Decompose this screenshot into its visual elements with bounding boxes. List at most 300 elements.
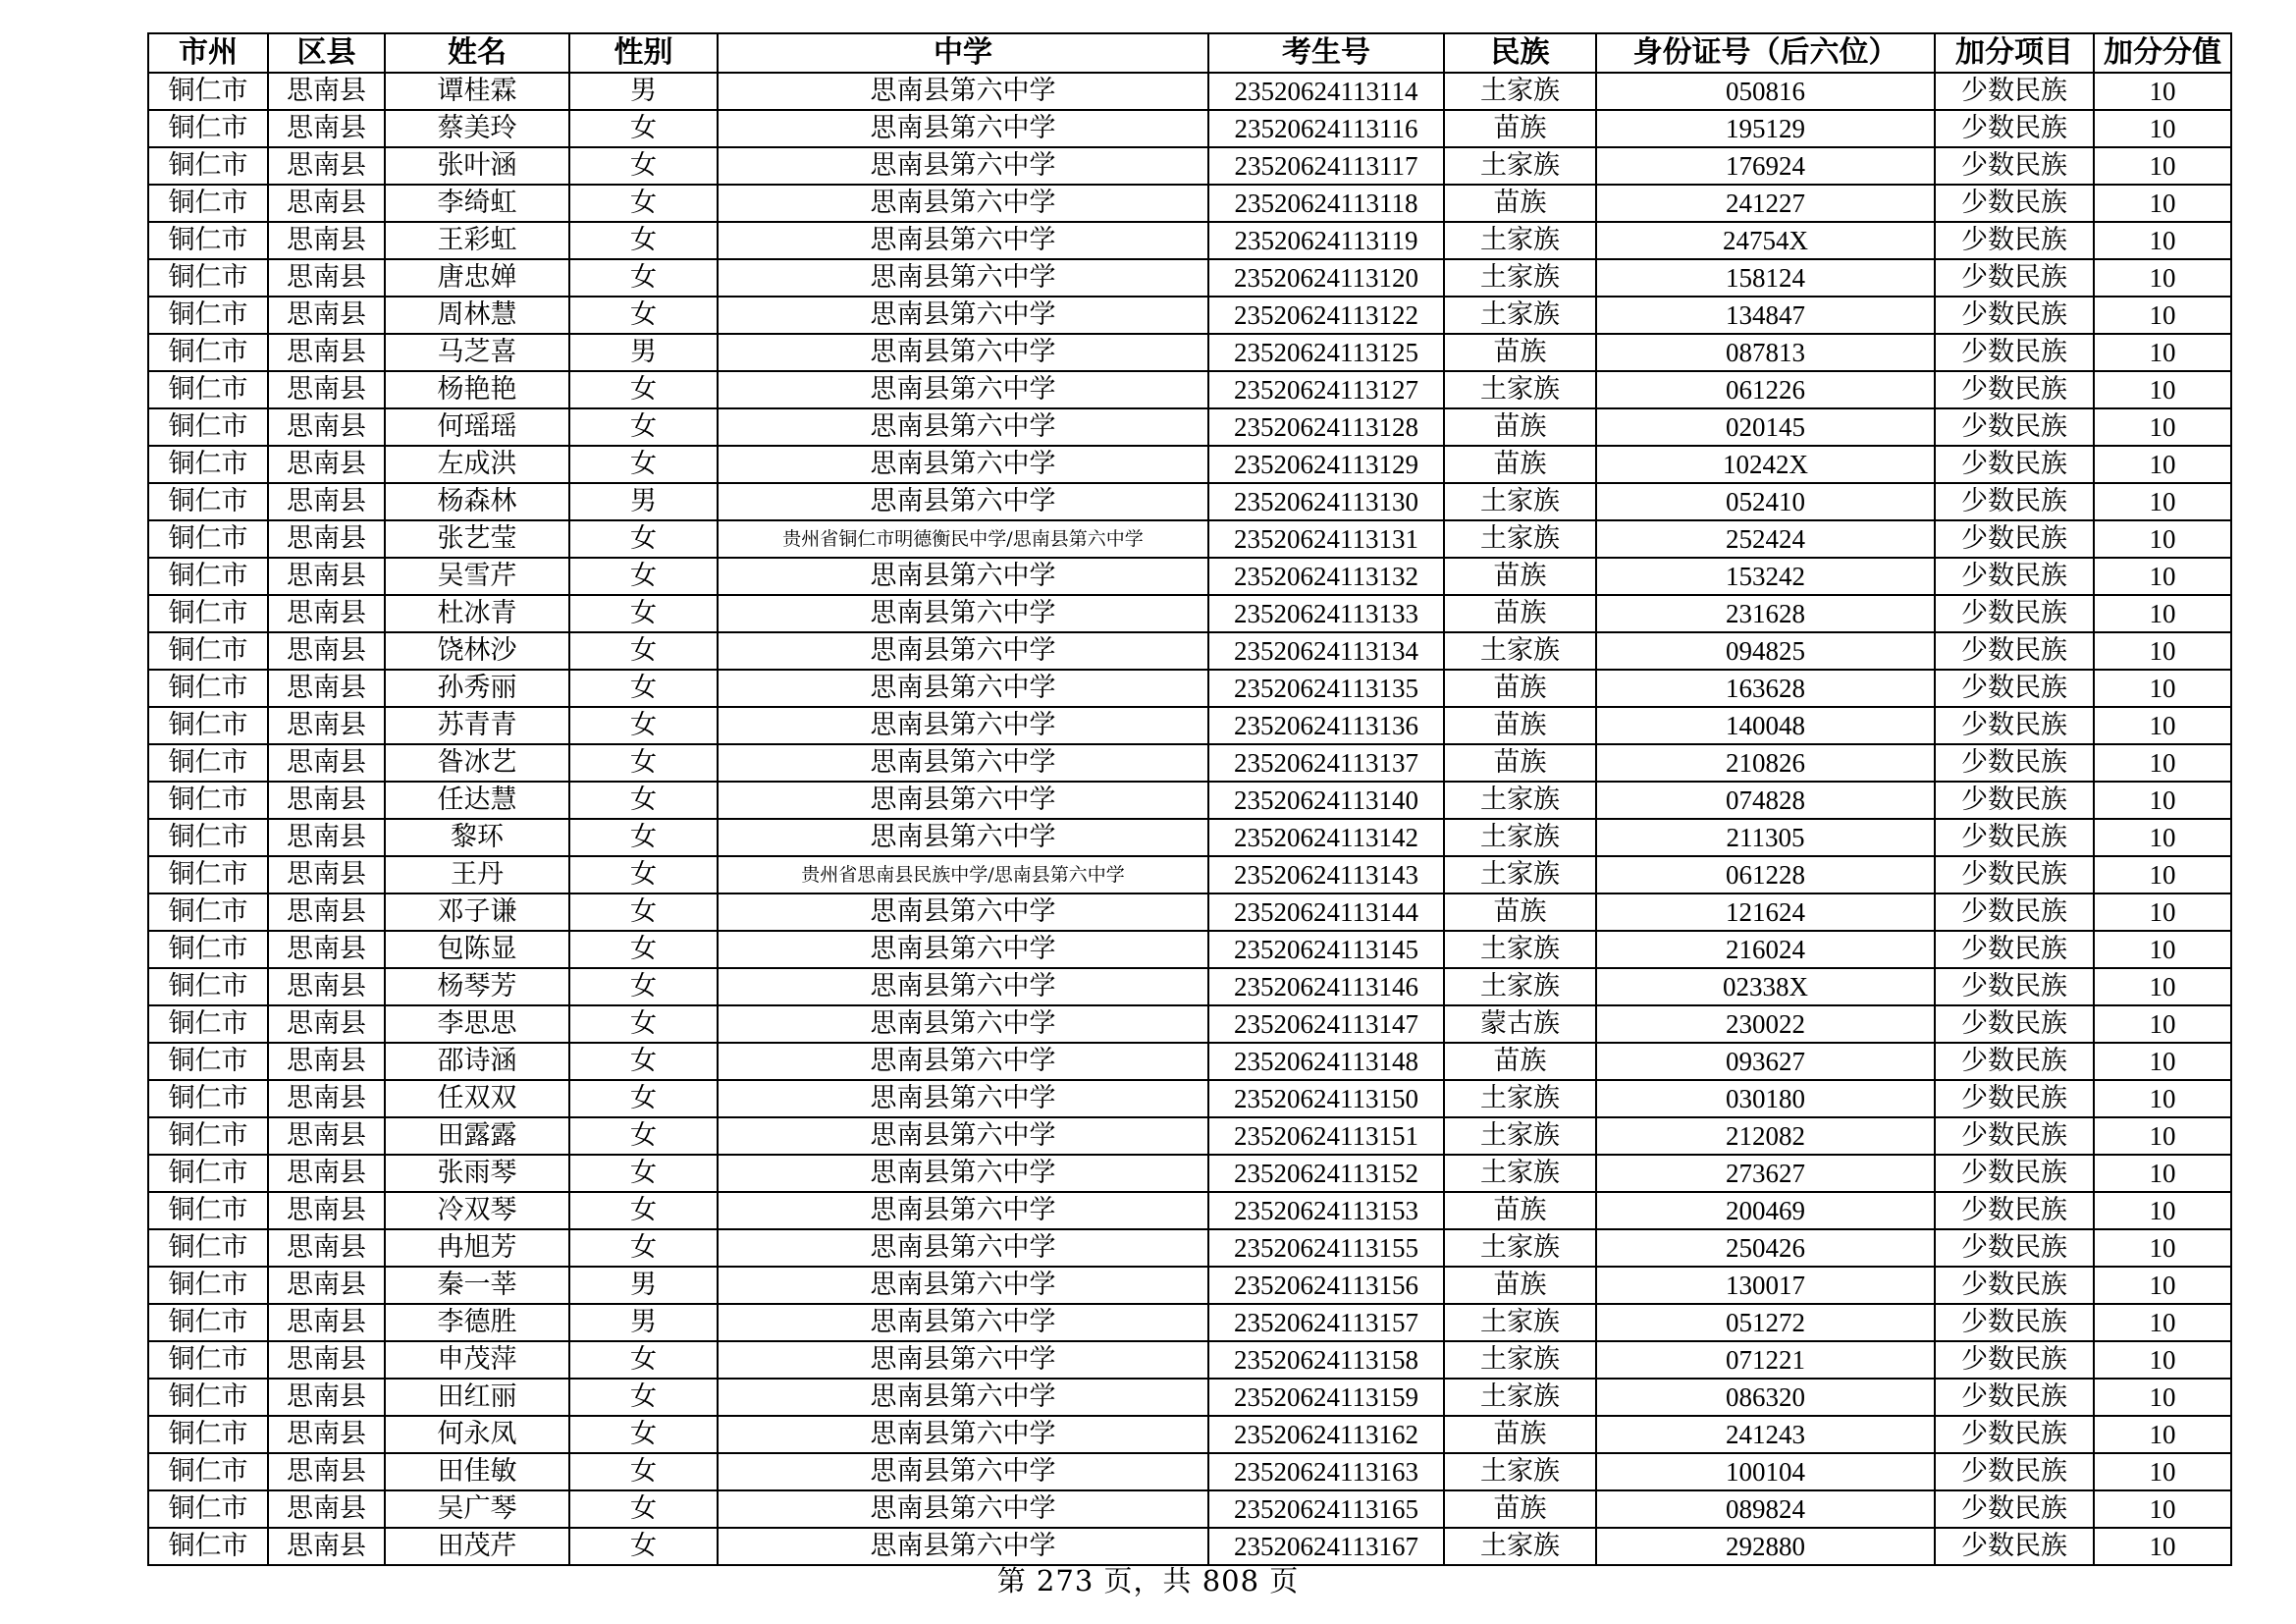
cell-county: 思南县 — [268, 1453, 385, 1490]
cell-name: 何瑶瑶 — [385, 408, 569, 446]
column-header-id-last-six: 身份证号（后六位） — [1596, 33, 1935, 73]
cell-county: 思南县 — [268, 1528, 385, 1565]
cell-bonus-value: 10 — [2094, 185, 2231, 222]
table-row — [148, 968, 2231, 1005]
cell-school: 贵州省思南县民族中学/思南县第六中学 — [718, 856, 1208, 893]
cell-county: 思南县 — [268, 408, 385, 446]
cell-bonus-item: 少数民族 — [1935, 371, 2094, 408]
cell-bonus-value: 10 — [2094, 968, 2231, 1005]
cell-city: 铜仁市 — [148, 1080, 268, 1117]
cell-bonus-item: 少数民族 — [1935, 1192, 2094, 1229]
cell-bonus-value: 10 — [2094, 856, 2231, 893]
cell-ethnicity: 苗族 — [1444, 1043, 1596, 1080]
table-row — [148, 670, 2231, 707]
cell-id-last-six: 252424 — [1596, 520, 1935, 558]
table-row — [148, 1304, 2231, 1341]
cell-bonus-value: 10 — [2094, 371, 2231, 408]
cell-bonus-value: 10 — [2094, 222, 2231, 259]
cell-bonus-value: 10 — [2094, 110, 2231, 147]
cell-school: 思南县第六中学 — [718, 670, 1208, 707]
cell-exam-id: 23520624113137 — [1208, 744, 1444, 782]
cell-gender: 女 — [569, 744, 718, 782]
cell-bonus-item: 少数民族 — [1935, 1155, 2094, 1192]
cell-bonus-item: 少数民族 — [1935, 595, 2094, 632]
cell-ethnicity: 土家族 — [1444, 1341, 1596, 1379]
cell-exam-id: 23520624113128 — [1208, 408, 1444, 446]
cell-gender: 女 — [569, 1005, 718, 1043]
column-header-bonus-item: 加分项目 — [1935, 33, 2094, 73]
cell-gender: 女 — [569, 595, 718, 632]
cell-ethnicity: 土家族 — [1444, 483, 1596, 520]
cell-city: 铜仁市 — [148, 1341, 268, 1379]
cell-name: 李绮虹 — [385, 185, 569, 222]
cell-id-last-six: 231628 — [1596, 595, 1935, 632]
cell-bonus-value: 10 — [2094, 632, 2231, 670]
cell-name: 饶林沙 — [385, 632, 569, 670]
cell-city: 铜仁市 — [148, 595, 268, 632]
cell-county: 思南县 — [268, 1080, 385, 1117]
cell-city: 铜仁市 — [148, 1453, 268, 1490]
cell-name: 杨艳艳 — [385, 371, 569, 408]
cell-city: 铜仁市 — [148, 371, 268, 408]
cell-name: 包陈显 — [385, 931, 569, 968]
cell-bonus-value: 10 — [2094, 1528, 2231, 1565]
table-row — [148, 222, 2231, 259]
table-row — [148, 744, 2231, 782]
cell-id-last-six: 211305 — [1596, 819, 1935, 856]
cell-id-last-six: 140048 — [1596, 707, 1935, 744]
cell-ethnicity: 蒙古族 — [1444, 1005, 1596, 1043]
cell-exam-id: 23520624113159 — [1208, 1379, 1444, 1416]
cell-city: 铜仁市 — [148, 73, 268, 110]
cell-gender: 女 — [569, 1117, 718, 1155]
cell-gender: 女 — [569, 1043, 718, 1080]
cell-gender: 女 — [569, 1416, 718, 1453]
cell-county: 思南县 — [268, 483, 385, 520]
cell-school: 思南县第六中学 — [718, 782, 1208, 819]
table-row — [148, 931, 2231, 968]
cell-name: 王丹 — [385, 856, 569, 893]
cell-county: 思南县 — [268, 297, 385, 334]
cell-name: 李思思 — [385, 1005, 569, 1043]
cell-bonus-item: 少数民族 — [1935, 1229, 2094, 1267]
cell-city: 铜仁市 — [148, 185, 268, 222]
cell-id-last-six: 061226 — [1596, 371, 1935, 408]
roster-body — [148, 73, 2231, 1565]
cell-gender: 女 — [569, 259, 718, 297]
cell-county: 思南县 — [268, 1416, 385, 1453]
cell-bonus-value: 10 — [2094, 819, 2231, 856]
cell-county: 思南县 — [268, 259, 385, 297]
table-row — [148, 1117, 2231, 1155]
cell-county: 思南县 — [268, 1379, 385, 1416]
cell-name: 孙秀丽 — [385, 670, 569, 707]
roster-table — [147, 32, 2232, 1566]
cell-exam-id: 23520624113133 — [1208, 595, 1444, 632]
cell-exam-id: 23520624113117 — [1208, 147, 1444, 185]
cell-ethnicity: 苗族 — [1444, 1416, 1596, 1453]
cell-exam-id: 23520624113134 — [1208, 632, 1444, 670]
cell-gender: 女 — [569, 1155, 718, 1192]
cell-county: 思南县 — [268, 744, 385, 782]
cell-city: 铜仁市 — [148, 1528, 268, 1565]
cell-ethnicity: 土家族 — [1444, 371, 1596, 408]
cell-bonus-value: 10 — [2094, 931, 2231, 968]
cell-bonus-item: 少数民族 — [1935, 558, 2094, 595]
cell-bonus-value: 10 — [2094, 595, 2231, 632]
cell-bonus-item: 少数民族 — [1935, 1117, 2094, 1155]
cell-id-last-six: 050816 — [1596, 73, 1935, 110]
cell-bonus-item: 少数民族 — [1935, 73, 2094, 110]
cell-name: 何永凤 — [385, 1416, 569, 1453]
cell-name: 邓子谦 — [385, 893, 569, 931]
cell-school: 思南县第六中学 — [718, 110, 1208, 147]
cell-county: 思南县 — [268, 1043, 385, 1080]
cell-school: 思南县第六中学 — [718, 558, 1208, 595]
cell-school: 思南县第六中学 — [718, 1043, 1208, 1080]
cell-gender: 女 — [569, 185, 718, 222]
cell-school: 思南县第六中学 — [718, 1267, 1208, 1304]
table-row — [148, 185, 2231, 222]
cell-id-last-six: 230022 — [1596, 1005, 1935, 1043]
cell-id-last-six: 163628 — [1596, 670, 1935, 707]
cell-bonus-item: 少数民族 — [1935, 185, 2094, 222]
cell-exam-id: 23520624113167 — [1208, 1528, 1444, 1565]
cell-county: 思南县 — [268, 334, 385, 371]
table-row — [148, 147, 2231, 185]
cell-school: 思南县第六中学 — [718, 1341, 1208, 1379]
cell-exam-id: 23520624113152 — [1208, 1155, 1444, 1192]
cell-ethnicity: 苗族 — [1444, 334, 1596, 371]
cell-county: 思南县 — [268, 185, 385, 222]
cell-city: 铜仁市 — [148, 1304, 268, 1341]
table-row — [148, 259, 2231, 297]
cell-city: 铜仁市 — [148, 110, 268, 147]
cell-gender: 女 — [569, 856, 718, 893]
cell-bonus-item: 少数民族 — [1935, 222, 2094, 259]
cell-bonus-item: 少数民族 — [1935, 334, 2094, 371]
cell-bonus-item: 少数民族 — [1935, 297, 2094, 334]
cell-bonus-item: 少数民族 — [1935, 632, 2094, 670]
cell-name: 秦一莘 — [385, 1267, 569, 1304]
cell-school: 思南县第六中学 — [718, 334, 1208, 371]
cell-exam-id: 23520624113163 — [1208, 1453, 1444, 1490]
cell-county: 思南县 — [268, 819, 385, 856]
cell-bonus-item: 少数民族 — [1935, 707, 2094, 744]
table-row — [148, 1379, 2231, 1416]
table-row — [148, 483, 2231, 520]
cell-bonus-value: 10 — [2094, 1043, 2231, 1080]
cell-ethnicity: 苗族 — [1444, 707, 1596, 744]
cell-ethnicity: 苗族 — [1444, 110, 1596, 147]
cell-exam-id: 23520624113122 — [1208, 297, 1444, 334]
cell-county: 思南县 — [268, 1267, 385, 1304]
cell-bonus-value: 10 — [2094, 782, 2231, 819]
table-row — [148, 1267, 2231, 1304]
cell-bonus-item: 少数民族 — [1935, 819, 2094, 856]
cell-gender: 女 — [569, 670, 718, 707]
cell-name: 任达慧 — [385, 782, 569, 819]
cell-bonus-item: 少数民族 — [1935, 1341, 2094, 1379]
cell-exam-id: 23520624113130 — [1208, 483, 1444, 520]
cell-bonus-value: 10 — [2094, 73, 2231, 110]
cell-gender: 男 — [569, 73, 718, 110]
cell-exam-id: 23520624113140 — [1208, 782, 1444, 819]
cell-ethnicity: 土家族 — [1444, 1229, 1596, 1267]
table-row — [148, 1229, 2231, 1267]
cell-school: 思南县第六中学 — [718, 1229, 1208, 1267]
cell-id-last-six: 292880 — [1596, 1528, 1935, 1565]
table-row — [148, 110, 2231, 147]
cell-school: 思南县第六中学 — [718, 819, 1208, 856]
cell-ethnicity: 苗族 — [1444, 1490, 1596, 1528]
cell-exam-id: 23520624113125 — [1208, 334, 1444, 371]
cell-id-last-six: 212082 — [1596, 1117, 1935, 1155]
cell-school: 思南县第六中学 — [718, 1005, 1208, 1043]
cell-ethnicity: 苗族 — [1444, 893, 1596, 931]
cell-exam-id: 23520624113150 — [1208, 1080, 1444, 1117]
cell-school: 思南县第六中学 — [718, 1192, 1208, 1229]
cell-county: 思南县 — [268, 782, 385, 819]
cell-county: 思南县 — [268, 1155, 385, 1192]
cell-bonus-value: 10 — [2094, 1229, 2231, 1267]
cell-id-last-six: 121624 — [1596, 893, 1935, 931]
cell-county: 思南县 — [268, 1490, 385, 1528]
cell-ethnicity: 土家族 — [1444, 856, 1596, 893]
cell-gender: 女 — [569, 968, 718, 1005]
cell-school: 思南县第六中学 — [718, 1379, 1208, 1416]
cell-city: 铜仁市 — [148, 893, 268, 931]
cell-id-last-six: 094825 — [1596, 632, 1935, 670]
cell-city: 铜仁市 — [148, 1267, 268, 1304]
cell-gender: 女 — [569, 782, 718, 819]
cell-school: 思南县第六中学 — [718, 483, 1208, 520]
cell-school: 思南县第六中学 — [718, 893, 1208, 931]
cell-name: 马芝喜 — [385, 334, 569, 371]
cell-bonus-value: 10 — [2094, 1192, 2231, 1229]
table-row — [148, 1043, 2231, 1080]
table-row — [148, 297, 2231, 334]
cell-ethnicity: 土家族 — [1444, 297, 1596, 334]
cell-city: 铜仁市 — [148, 1416, 268, 1453]
cell-county: 思南县 — [268, 1192, 385, 1229]
cell-name: 田佳敏 — [385, 1453, 569, 1490]
cell-city: 铜仁市 — [148, 1229, 268, 1267]
cell-school: 思南县第六中学 — [718, 371, 1208, 408]
cell-exam-id: 23520624113157 — [1208, 1304, 1444, 1341]
cell-city: 铜仁市 — [148, 222, 268, 259]
cell-ethnicity: 苗族 — [1444, 558, 1596, 595]
cell-exam-id: 23520624113114 — [1208, 73, 1444, 110]
cell-bonus-item: 少数民族 — [1935, 1453, 2094, 1490]
cell-ethnicity: 土家族 — [1444, 782, 1596, 819]
cell-exam-id: 23520624113142 — [1208, 819, 1444, 856]
cell-gender: 女 — [569, 1192, 718, 1229]
cell-bonus-value: 10 — [2094, 558, 2231, 595]
cell-gender: 女 — [569, 632, 718, 670]
cell-school: 思南县第六中学 — [718, 707, 1208, 744]
table-row — [148, 371, 2231, 408]
table-row — [148, 558, 2231, 595]
cell-school: 思南县第六中学 — [718, 408, 1208, 446]
cell-county: 思南县 — [268, 446, 385, 483]
cell-exam-id: 23520624113147 — [1208, 1005, 1444, 1043]
cell-id-last-six: 030180 — [1596, 1080, 1935, 1117]
cell-ethnicity: 土家族 — [1444, 968, 1596, 1005]
cell-bonus-value: 10 — [2094, 707, 2231, 744]
cell-id-last-six: 087813 — [1596, 334, 1935, 371]
cell-name: 张雨琴 — [385, 1155, 569, 1192]
cell-id-last-six: 020145 — [1596, 408, 1935, 446]
cell-city: 铜仁市 — [148, 483, 268, 520]
cell-id-last-six: 273627 — [1596, 1155, 1935, 1192]
cell-bonus-value: 10 — [2094, 483, 2231, 520]
cell-county: 思南县 — [268, 520, 385, 558]
cell-county: 思南县 — [268, 1229, 385, 1267]
cell-bonus-value: 10 — [2094, 1267, 2231, 1304]
cell-ethnicity: 土家族 — [1444, 632, 1596, 670]
table-row — [148, 1341, 2231, 1379]
cell-school: 思南县第六中学 — [718, 1117, 1208, 1155]
cell-ethnicity: 土家族 — [1444, 1155, 1596, 1192]
cell-name: 黎环 — [385, 819, 569, 856]
table-row — [148, 73, 2231, 110]
cell-name: 吴雪芹 — [385, 558, 569, 595]
cell-bonus-item: 少数民族 — [1935, 931, 2094, 968]
table-row — [148, 446, 2231, 483]
cell-city: 铜仁市 — [148, 1490, 268, 1528]
cell-gender: 女 — [569, 520, 718, 558]
cell-county: 思南县 — [268, 558, 385, 595]
cell-city: 铜仁市 — [148, 632, 268, 670]
cell-city: 铜仁市 — [148, 1379, 268, 1416]
cell-gender: 女 — [569, 558, 718, 595]
cell-exam-id: 23520624113132 — [1208, 558, 1444, 595]
cell-exam-id: 23520624113135 — [1208, 670, 1444, 707]
cell-name: 冉旭芳 — [385, 1229, 569, 1267]
cell-county: 思南县 — [268, 968, 385, 1005]
cell-gender: 女 — [569, 1229, 718, 1267]
cell-city: 铜仁市 — [148, 744, 268, 782]
cell-gender: 女 — [569, 1080, 718, 1117]
cell-name: 任双双 — [385, 1080, 569, 1117]
cell-exam-id: 23520624113153 — [1208, 1192, 1444, 1229]
cell-exam-id: 23520624113127 — [1208, 371, 1444, 408]
cell-city: 铜仁市 — [148, 408, 268, 446]
cell-id-last-six: 153242 — [1596, 558, 1935, 595]
cell-id-last-six: 241227 — [1596, 185, 1935, 222]
table-row — [148, 1080, 2231, 1117]
cell-id-last-six: 086320 — [1596, 1379, 1935, 1416]
cell-county: 思南县 — [268, 707, 385, 744]
cell-ethnicity: 苗族 — [1444, 1267, 1596, 1304]
cell-id-last-six: 158124 — [1596, 259, 1935, 297]
cell-bonus-value: 10 — [2094, 1155, 2231, 1192]
cell-id-last-six: 134847 — [1596, 297, 1935, 334]
cell-name: 田露露 — [385, 1117, 569, 1155]
table-row — [148, 1155, 2231, 1192]
cell-id-last-six: 051272 — [1596, 1304, 1935, 1341]
cell-bonus-item: 少数民族 — [1935, 1267, 2094, 1304]
cell-school: 思南县第六中学 — [718, 968, 1208, 1005]
cell-bonus-item: 少数民族 — [1935, 1528, 2094, 1565]
cell-exam-id: 23520624113146 — [1208, 968, 1444, 1005]
cell-bonus-item: 少数民族 — [1935, 856, 2094, 893]
cell-exam-id: 23520624113165 — [1208, 1490, 1444, 1528]
cell-ethnicity: 土家族 — [1444, 73, 1596, 110]
cell-name: 申茂萍 — [385, 1341, 569, 1379]
table-row — [148, 408, 2231, 446]
cell-county: 思南县 — [268, 595, 385, 632]
cell-county: 思南县 — [268, 931, 385, 968]
cell-bonus-value: 10 — [2094, 1379, 2231, 1416]
cell-name: 苏青青 — [385, 707, 569, 744]
table-row — [148, 1453, 2231, 1490]
cell-bonus-value: 10 — [2094, 147, 2231, 185]
cell-bonus-value: 10 — [2094, 1453, 2231, 1490]
cell-name: 邵诗涵 — [385, 1043, 569, 1080]
cell-bonus-item: 少数民族 — [1935, 446, 2094, 483]
cell-name: 昝冰艺 — [385, 744, 569, 782]
cell-city: 铜仁市 — [148, 558, 268, 595]
table-row — [148, 632, 2231, 670]
cell-ethnicity: 土家族 — [1444, 819, 1596, 856]
cell-exam-id: 23520624113143 — [1208, 856, 1444, 893]
column-header-county: 区县 — [268, 33, 385, 73]
cell-bonus-item: 少数民族 — [1935, 147, 2094, 185]
cell-id-last-six: 130017 — [1596, 1267, 1935, 1304]
cell-bonus-value: 10 — [2094, 744, 2231, 782]
cell-exam-id: 23520624113129 — [1208, 446, 1444, 483]
cell-id-last-six: 052410 — [1596, 483, 1935, 520]
cell-school: 思南县第六中学 — [718, 744, 1208, 782]
cell-ethnicity: 苗族 — [1444, 446, 1596, 483]
cell-school: 贵州省铜仁市明德衡民中学/思南县第六中学 — [718, 520, 1208, 558]
cell-ethnicity: 土家族 — [1444, 931, 1596, 968]
cell-bonus-item: 少数民族 — [1935, 1379, 2094, 1416]
cell-county: 思南县 — [268, 371, 385, 408]
cell-exam-id: 23520624113145 — [1208, 931, 1444, 968]
cell-exam-id: 23520624113131 — [1208, 520, 1444, 558]
cell-bonus-item: 少数民族 — [1935, 520, 2094, 558]
cell-gender: 男 — [569, 334, 718, 371]
cell-exam-id: 23520624113158 — [1208, 1341, 1444, 1379]
column-header-gender: 性别 — [569, 33, 718, 73]
cell-bonus-item: 少数民族 — [1935, 893, 2094, 931]
cell-school: 思南县第六中学 — [718, 147, 1208, 185]
cell-county: 思南县 — [268, 893, 385, 931]
column-header-ethnicity: 民族 — [1444, 33, 1596, 73]
cell-id-last-six: 02338X — [1596, 968, 1935, 1005]
cell-exam-id: 23520624113120 — [1208, 259, 1444, 297]
cell-city: 铜仁市 — [148, 1043, 268, 1080]
cell-county: 思南县 — [268, 670, 385, 707]
cell-ethnicity: 土家族 — [1444, 1453, 1596, 1490]
column-header-exam-id: 考生号 — [1208, 33, 1444, 73]
cell-name: 田红丽 — [385, 1379, 569, 1416]
cell-gender: 女 — [569, 408, 718, 446]
cell-ethnicity: 土家族 — [1444, 520, 1596, 558]
table-row — [148, 1490, 2231, 1528]
cell-school: 思南县第六中学 — [718, 1080, 1208, 1117]
cell-id-last-six: 24754X — [1596, 222, 1935, 259]
cell-school: 思南县第六中学 — [718, 1304, 1208, 1341]
cell-ethnicity: 苗族 — [1444, 1192, 1596, 1229]
cell-city: 铜仁市 — [148, 1155, 268, 1192]
cell-bonus-value: 10 — [2094, 520, 2231, 558]
cell-gender: 女 — [569, 446, 718, 483]
cell-id-last-six: 195129 — [1596, 110, 1935, 147]
